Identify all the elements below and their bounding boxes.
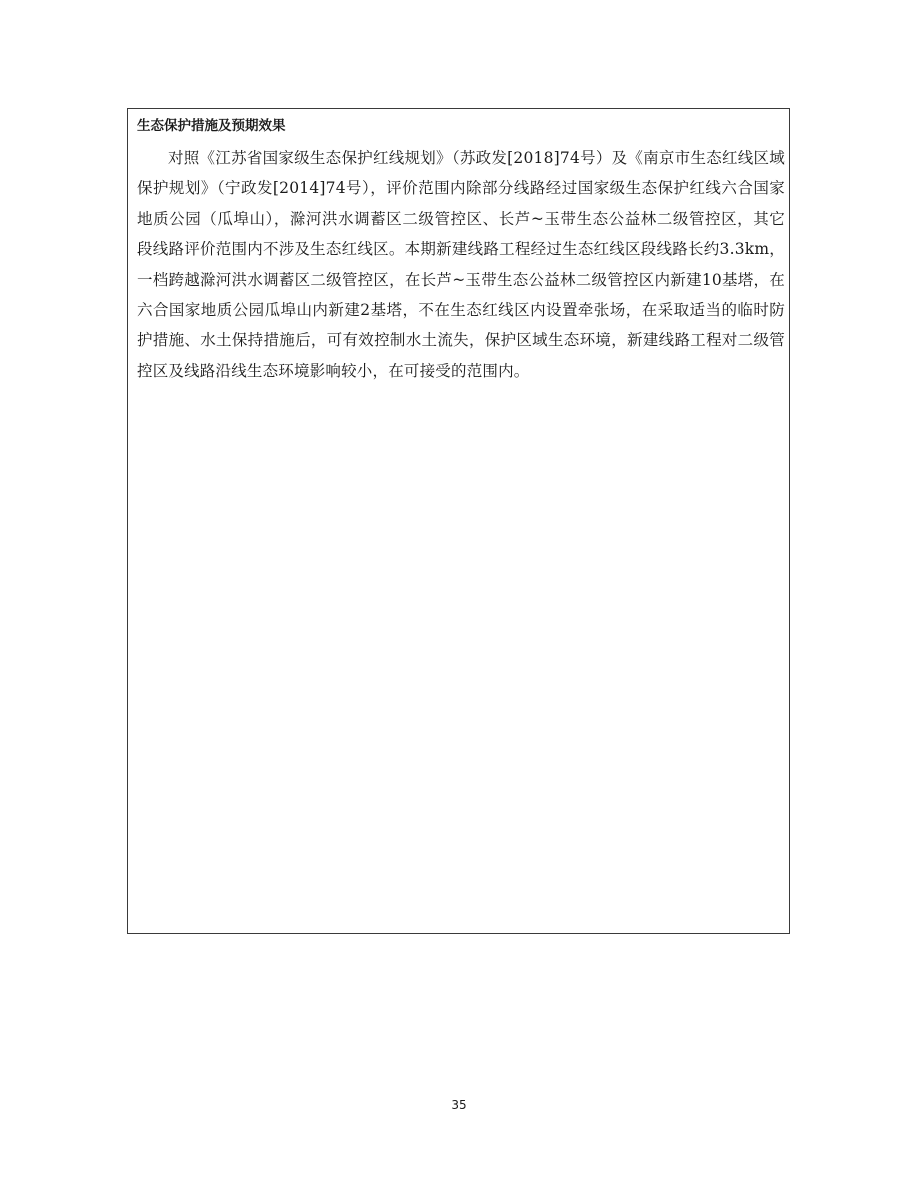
section-body-text: 对照《江苏省国家级生态保护红线规划》（苏政发[2018]74号）及《南京市生态红线区域保护规划》（宁政发[2014]74号），评价范围内除部分线路经过国家级生态保护红线六合国家地质公园（瓜埠山），滁河洪水调蓄区二级管控区、长芦~玉带生态公益林二级管控区，其它段线路评价范围内不涉及生态红线区。本期新建线路工程经过生态红线区段线路长约3.3km，一档跨越滁河洪水调蓄区二级管控区，在长芦~玉带生态公益林二级管控区内新建10基塔，在六合国家地质公园瓜埠山内新建2基塔，不在生态红线区内设置牵张场，在采取适当的临时防护措施、水土保持措施后，可有效控制水土流失，保护区域生态环境，新建线路工程对二级管控区及线路沿线生态环境影响较小，在可接受的范围内。 — [137, 149, 785, 380]
page-number: 35 — [451, 1098, 467, 1112]
ecological-protection-section — [127, 108, 790, 934]
section-title: 生态保护措施及预期效果 — [137, 118, 286, 134]
